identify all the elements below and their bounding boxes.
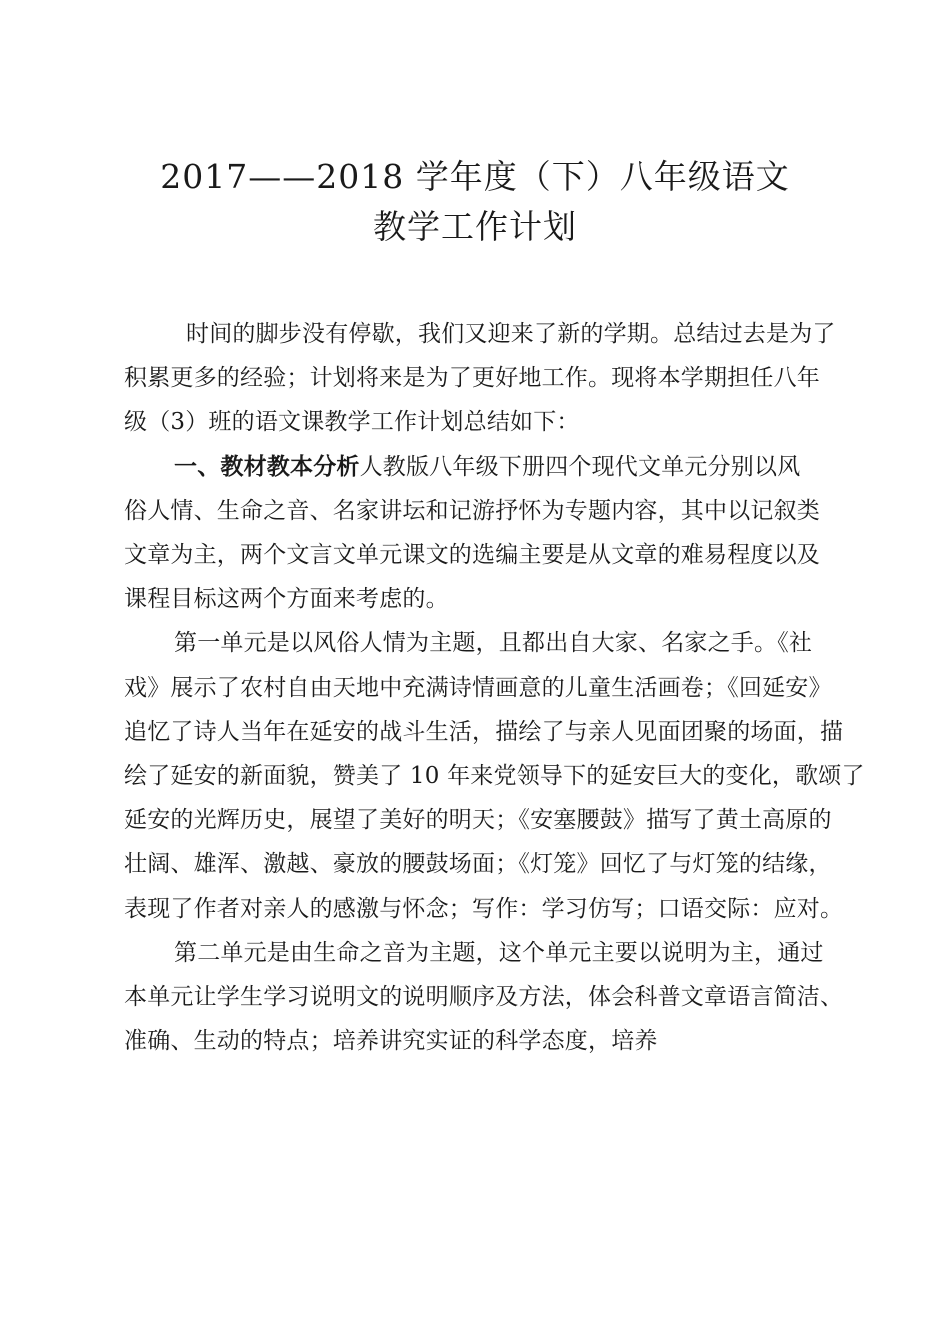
- document-title: [0, 152, 950, 252]
- text-line: 时间的脚步没有停歇，我们又迎来了新的学期。总结过去是为了: [186, 321, 836, 347]
- text-line: 课程目标这两个方面来考虑的。: [124, 586, 449, 613]
- text-line: [124, 445, 844, 489]
- text-line: 壮阔、雄浑、激越、豪放的腰鼓场面；《灯笼》回忆了与灯笼的结缘，: [124, 851, 832, 878]
- text-line: 第一单元是以风俗人情为主题，且都出自大家、名家之手。《社: [174, 630, 813, 657]
- text-line: 文章为主，两个文言文单元课文的选编主要是从文章的难易程度以及: [124, 542, 820, 569]
- text-line: 第二单元是由生命之音为主题，这个单元主要以说明为主，通过: [174, 939, 824, 966]
- text-line: 积累更多的经验；计划将来是为了更好地工作。现将本学期担任八年: [124, 365, 820, 392]
- section-heading: 一、教材教本分析: [174, 453, 360, 480]
- text-line: 追忆了诗人当年在延安的战斗生活，描绘了与亲人见面团聚的场面，描: [124, 718, 844, 745]
- document-body: [124, 312, 865, 1063]
- text-line: 表现了作者对亲人的感激与怀念；写作：学习仿写；口语交际：应对。: [124, 895, 844, 922]
- text-line: 级（3）班的语文课教学工作计划总结如下：: [124, 409, 580, 436]
- text-line: 本单元让学生学习说明文的说明顺序及方法，体会科普文章语言简洁、: [124, 984, 844, 1011]
- text-line: 准确、生动的特点；培养讲究实证的科学态度，培养: [124, 1028, 658, 1055]
- text-line: 俗人情、生命之音、名家讲坛和记游抒怀为专题内容，其中以记叙类: [124, 497, 820, 524]
- unit-1-paragraph: [124, 621, 865, 930]
- unit-2-paragraph: [124, 931, 844, 1064]
- title-line-1: 2017——2018 学年度（下）八年级语文: [160, 157, 790, 196]
- text-line: 绘了延安的新面貌，赞美了 10 年来党领导下的延安巨大的变化，歌颂了: [124, 763, 865, 790]
- text-line: 延安的光辉历史，展望了美好的明天；《安塞腰鼓》描写了黄土高原的: [124, 807, 832, 834]
- section-heading-rest: 人教版八年级下册四个现代文单元分别以风: [359, 453, 801, 480]
- title-line-2: 教学工作计划: [373, 207, 577, 246]
- intro-paragraph: [124, 312, 844, 445]
- section-1-paragraph: [124, 445, 844, 622]
- text-line: 戏》展示了农村自由天地中充满诗情画意的儿童生活画卷；《回延安》: [124, 674, 832, 701]
